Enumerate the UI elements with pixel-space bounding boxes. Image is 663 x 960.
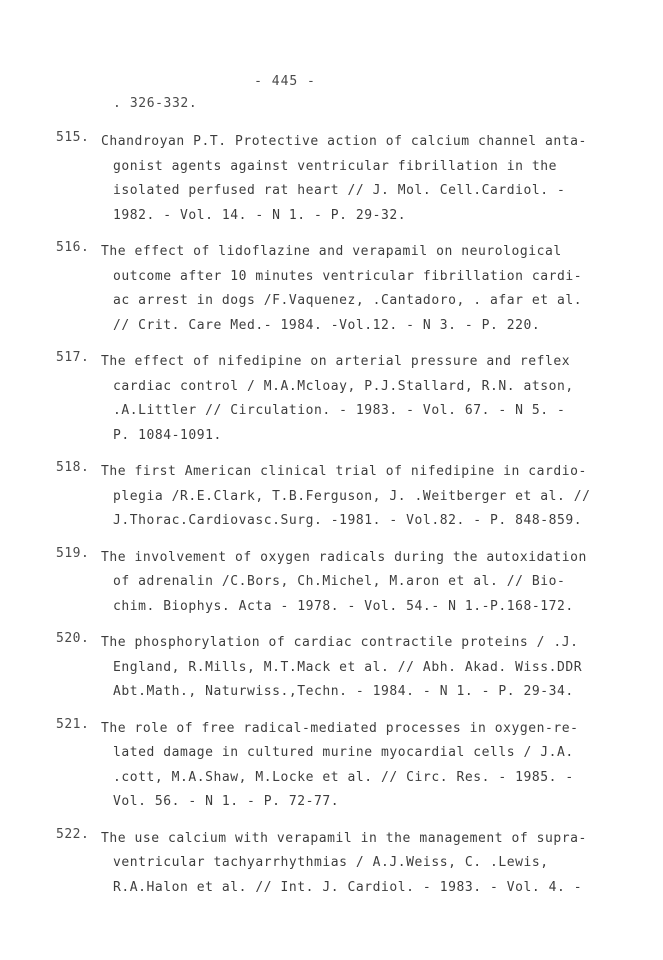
- reference-line: The effect of lidoflazine and verapamil on neurological: [101, 244, 562, 259]
- reference-number: 515.: [56, 130, 90, 145]
- reference-line: The involvement of oxygen radicals during the autoxidation: [101, 549, 587, 565]
- reference-entry: [0, 546, 663, 620]
- reference-list: [0, 130, 663, 912]
- reference-line: Vol. 56. - N 1. - P. 72-77.: [113, 794, 340, 809]
- reference-line: isolated perfused rat heart // J. Mol. Cell.Cardiol. -: [113, 183, 566, 198]
- reference-entry: [0, 631, 663, 705]
- reference-line: ventricular tachyarrhythmias / A.J.Weiss, C. .Lewis,: [113, 855, 549, 870]
- reference-entry: [0, 240, 663, 338]
- reference-line: cardiac control / M.A.Mcloay, P.J.Stallard, R.N. atson,: [113, 378, 574, 394]
- reference-line: The use calcium with verapamil in the management of supra-: [101, 830, 587, 846]
- reference-line: chim. Biophys. Acta - 1978. - Vol. 54.- N 1.-P.168-172.: [113, 598, 574, 614]
- reference-text: [101, 827, 663, 901]
- reference-text: [101, 350, 663, 448]
- reference-number: 521.: [56, 716, 90, 732]
- reference-entry: [0, 827, 663, 901]
- reference-line: ac arrest in dogs /F.Vaquenez, .Cantadoro, . afar et al.: [113, 293, 583, 308]
- reference-line: plegia /R.E.Clark, T.B.Ferguson, J. .Weitberger et al. //: [113, 488, 591, 504]
- reference-entry: [0, 717, 663, 815]
- reference-line: The effect of nifedipine on arterial pressure and reflex: [101, 354, 571, 369]
- reference-number: 518.: [56, 460, 90, 475]
- reference-text: [101, 717, 663, 815]
- reference-line: P. 1084-1091.: [113, 427, 222, 443]
- reference-line: .cott, M.A.Shaw, M.Locke et al. // Circ. Res. - 1985. -: [113, 769, 574, 785]
- reference-text: [101, 546, 663, 620]
- reference-number: 517.: [56, 350, 90, 365]
- reference-line: lated damage in cultured murine myocardial cells / J.A.: [113, 745, 574, 760]
- reference-number: 516.: [56, 240, 90, 255]
- reference-text: [101, 130, 663, 228]
- reference-text: [101, 460, 663, 534]
- reference-entry: [0, 460, 663, 534]
- continuation-line: . 326-332.: [113, 96, 198, 111]
- reference-line: England, R.Mills, M.T.Mack et al. // Abh. Akad. Wiss.DDR: [113, 659, 583, 675]
- page-number: - 445 -: [254, 74, 316, 89]
- reference-line: 1982. - Vol. 14. - N 1. - P. 29-32.: [113, 207, 407, 223]
- reference-entry: [0, 130, 663, 228]
- reference-entry: [0, 350, 663, 448]
- reference-number: 519.: [56, 545, 90, 561]
- reference-line: .A.Littler // Circulation. - 1983. - Vol. 67. - N 5. -: [113, 403, 566, 418]
- reference-line: J.Thorac.Cardiovasc.Surg. -1981. - Vol.82. - P. 848-859.: [113, 513, 583, 528]
- reference-line: of adrenalin /C.Bors, Ch.Michel, M.aron et al. // Bio-: [113, 574, 566, 589]
- reference-line: gonist agents against ventricular fibrillation in the: [113, 158, 557, 174]
- reference-line: Chandroyan P.T. Protective action of calcium channel anta-: [101, 134, 587, 149]
- reference-number: 522.: [56, 826, 90, 842]
- reference-line: outcome after 10 minutes ventricular fibrillation cardi-: [113, 268, 583, 284]
- reference-line: R.A.Halon et al. // Int. J. Cardiol. - 1983. - Vol. 4. -: [113, 879, 583, 895]
- reference-line: The first American clinical trial of nifedipine in cardio-: [101, 464, 587, 479]
- reference-text: [101, 631, 663, 705]
- reference-text: [101, 240, 663, 338]
- reference-line: The phosphorylation of cardiac contractile proteins / .J.: [101, 635, 579, 650]
- reference-line: Abt.Math., Naturwiss.,Techn. - 1984. - N 1. - P. 29-34.: [113, 684, 574, 699]
- reference-line: The role of free radical-mediated processes in oxygen-re-: [101, 720, 579, 736]
- reference-line: // Crit. Care Med.- 1984. -Vol.12. - N 3. - P. 220.: [113, 317, 541, 333]
- reference-number: 520.: [56, 631, 90, 646]
